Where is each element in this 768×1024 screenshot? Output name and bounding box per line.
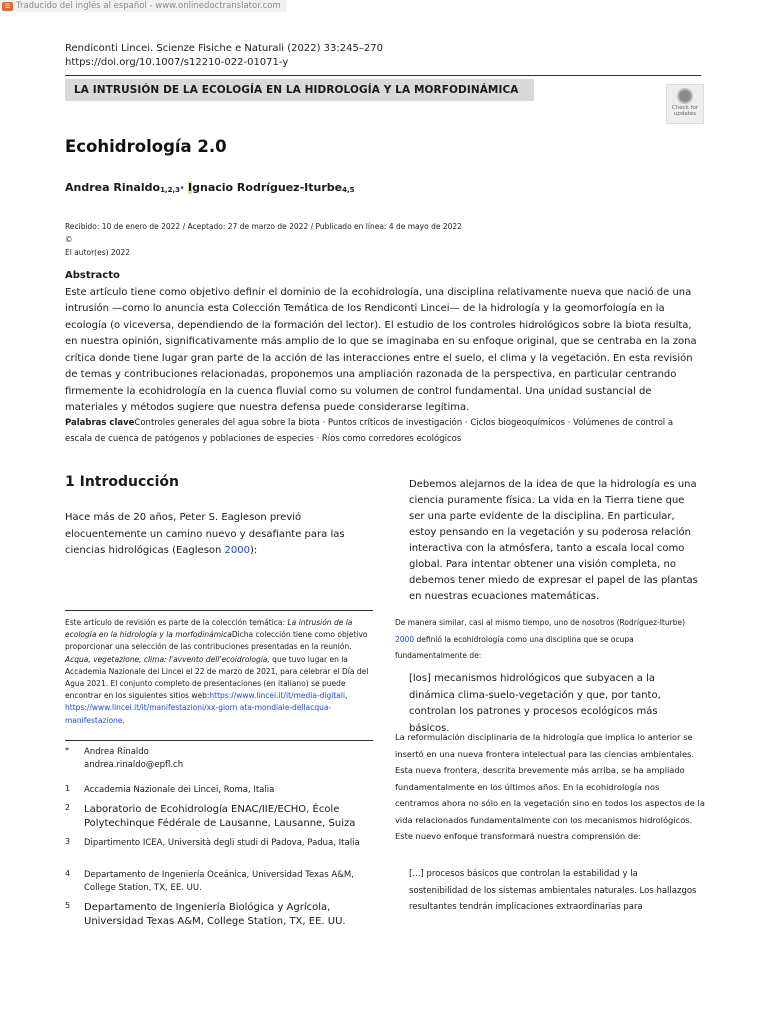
doi-link[interactable]: https://doi.org/10.1007/s12210-022-01071-y [65,57,289,68]
author-affiliation-marks: 1,2,3 [160,186,180,194]
section-heading-introduction: 1 Introducción [65,474,179,490]
check-for-updates-badge[interactable] [666,84,704,124]
affiliation-item: 5 Departamento de Ingeniería Biológica y Agrícola, Universidad Texas A&M, College Station, TX, EE. UU. [65,901,346,927]
collection-footnote: Este artículo de revisión es parte de la colección temática: La intrusión de la ecología en la hidrología y la morfodinámicaDicha colección tiene como objetivo proporcionar una selección de las contribuciones presentadas en la reunión. Acqua, vegetazione, clima: l'avvento dell'ecoidrologia, que tuvo lugar en la Accademia Nazionale dei Lincei el 22 de marzo de 2021, para celebrar el Día del Agua 2021. El conjunto completo de presentaciones (en italiano) se puede encontrar en los siguientes sitios web:https://www.lincei.it/it/media-digitali, https://www.lincei.it/it/manifestazioni/xx-giorn ata-mondiale-dellacqua-manifestazione. [65,618,369,725]
author-name[interactable]: gnacio Rodríguez-Iturbe [192,181,343,194]
abstract-heading: Abstracto [65,270,120,281]
translator-icon: ☰ [2,2,13,11]
affiliation-item: 2 Laboratorio de Ecohidrología ENAC/IIE/ECHO, École Polytechinque Fédérale de Lausanne, Lausanne, Suiza [65,803,356,829]
footnote-divider [65,610,373,611]
block-quote: [los] mecanismos hidrológicos que subyacen a la dinámica clima-suelo-vegetación y que, por tanto, controlan los patrones y procesos ecológicos más básicos. [409,673,661,734]
translation-banner[interactable] [0,0,287,12]
affiliation-corresponding: * Andrea Rinaldo andrea.rinaldo@epfl.ch [65,746,184,770]
article-title: Ecohidrología 2.0 [65,137,227,156]
abstract-section [65,268,705,417]
series-banner: LA INTRUSIÓN DE LA ECOLOGÍA EN LA HIDROLOGÍA Y LA MORFODINÁMICA [65,79,534,101]
affiliation-item: 1 Accademia Nazionale dei Lincei, Roma, Italia [65,784,275,795]
publication-dates: Recibido: 10 de enero de 2022 / Aceptado: 27 de marzo de 2022 / Publicado en línea: 4 de mayo de 2022 © El autor(es) 2022 [65,222,462,257]
author-list [65,181,355,194]
journal-header [65,42,383,70]
keywords-label: Palabras clave [65,418,135,428]
abstract-text: Este artículo tiene como objetivo definir el dominio de la ecohidrología, una disciplina relativamente nueva que nació de una intrusión —como lo anuncia esta Colección Temática de los Rendiconti Lincei— de la hidrología y la geomorfología en la ecología (o viceversa, dependiendo de la formación del lector). El estudio de los controles hidrológicos sobre la biota resulta, en nuestra opinión, significativamente más amplio de lo que se imaginaba en su enfoque original, que se centraba en la zona crítica donde tiene lugar gran parte de la acción de las interacciones entre el suelo, el clima y la vegetación. En esta revisión de temas y contribuciones relacionadas, proponemos una ampliación razonada de la perspectiva, en particular centrando firmemente la ecohidrología en la cuenca fluvial como su volumen de control fundamental. Una unidad sustancial de materiales y métodos sugiere que nuestra defensa puede considerarse legítima. [65,286,697,413]
lincei-media-link[interactable]: https://www.lincei.it/it/media-digitali [209,691,346,701]
keywords-section [65,415,675,447]
check-updates-icon [677,88,693,104]
keywords-text: Controles generales del agua sobre la biota · Puntos críticos de investigación · Ciclos biogeoquímicos · Volúmenes de control a escala de cuenca de patógenos y poblaciones de especies · Ríos como corredores ecológicos [65,418,674,444]
intro-paragraph: Hace más de 20 años, Peter S. Eagleson previó elocuentemente un camino nuevo y desafiante para las ciencias hidrológicas (Eagleson 2000): [65,512,345,556]
orcid-highlight[interactable]: I [188,181,193,194]
affiliation-item: 3 Dipartimento ICEA, Università degli studi di Padova, Padua, Italia [65,837,360,848]
body-paragraph: De manera similar, casi al mismo tiempo, uno de nosotros (Rodríguez-Iturbe) 2000 definió la ecohidrología como una disciplina que se ocupa fundamentalmente de: [395,618,686,660]
author-affiliation-marks: 4,5 [342,186,355,194]
citation-link[interactable]: 2000 [395,634,415,644]
citation-link[interactable]: 2000 [224,545,250,556]
eagleson-quote: Debemos alejarnos de la idea de que la hidrología es una ciencia puramente física. La vida en la Tierra tiene que ser una parte evidente de la disciplina. En particular, estoy pensando en la vegetación y su poderosa relación interactiva con la atmósfera, tanto a escala local como global. Para intentar obtener una visión completa, no debemos tener miedo de expresar el papel de las plantas en nuestras ecuaciones matemáticas. [409,479,698,602]
block-quote: [...] procesos básicos que controlan la estabilidad y la sostenibilidad de los sistemas ambientales naturales. Los hallazgos resultantes tendrán implicaciones extraordinarias para [409,869,697,912]
lincei-event-link[interactable]: https://www.lincei.it/it/manifestazioni/xx-giorn ata-mondiale-dellacqua-manifestazione. [65,703,332,725]
header-divider [65,75,701,76]
affiliation-item: 4 Departamento de Ingeniería Oceánica, Universidad Texas A&M, College Station, TX, EE. UU. [65,869,354,893]
banner-text[interactable]: Traducido del inglés al español - www.onlinedoctranslator.com [16,1,281,11]
journal-citation: Rendiconti Lincei. Scienze Fisiche e Naturali (2022) 33:245–270 [65,43,383,54]
author-email[interactable]: andrea.rinaldo@epfl.ch [84,759,184,770]
author-separator: · [180,181,189,194]
affiliation-divider [65,740,373,741]
author-name[interactable]: Andrea Rinaldo [65,181,161,194]
body-paragraph: La reformulación disciplinaria de la hidrología que implica lo anterior se insertó en una nueva frontera intelectual para las ciencias ambientales. Esta nueva frontera, descrita brevemente más arriba, se ha ampliado fundamentalmente en los últimos años. En la ecohidrología nos centramos ahora no sólo en la vegetación sino en todos los aspectos de la vida relacionados fundamentalmente con los mecanismos hidrológicos. Este nuevo enfoque transformará nuestra comprensión de: [395,732,705,841]
check-updates-label: Check for updates [671,105,699,117]
